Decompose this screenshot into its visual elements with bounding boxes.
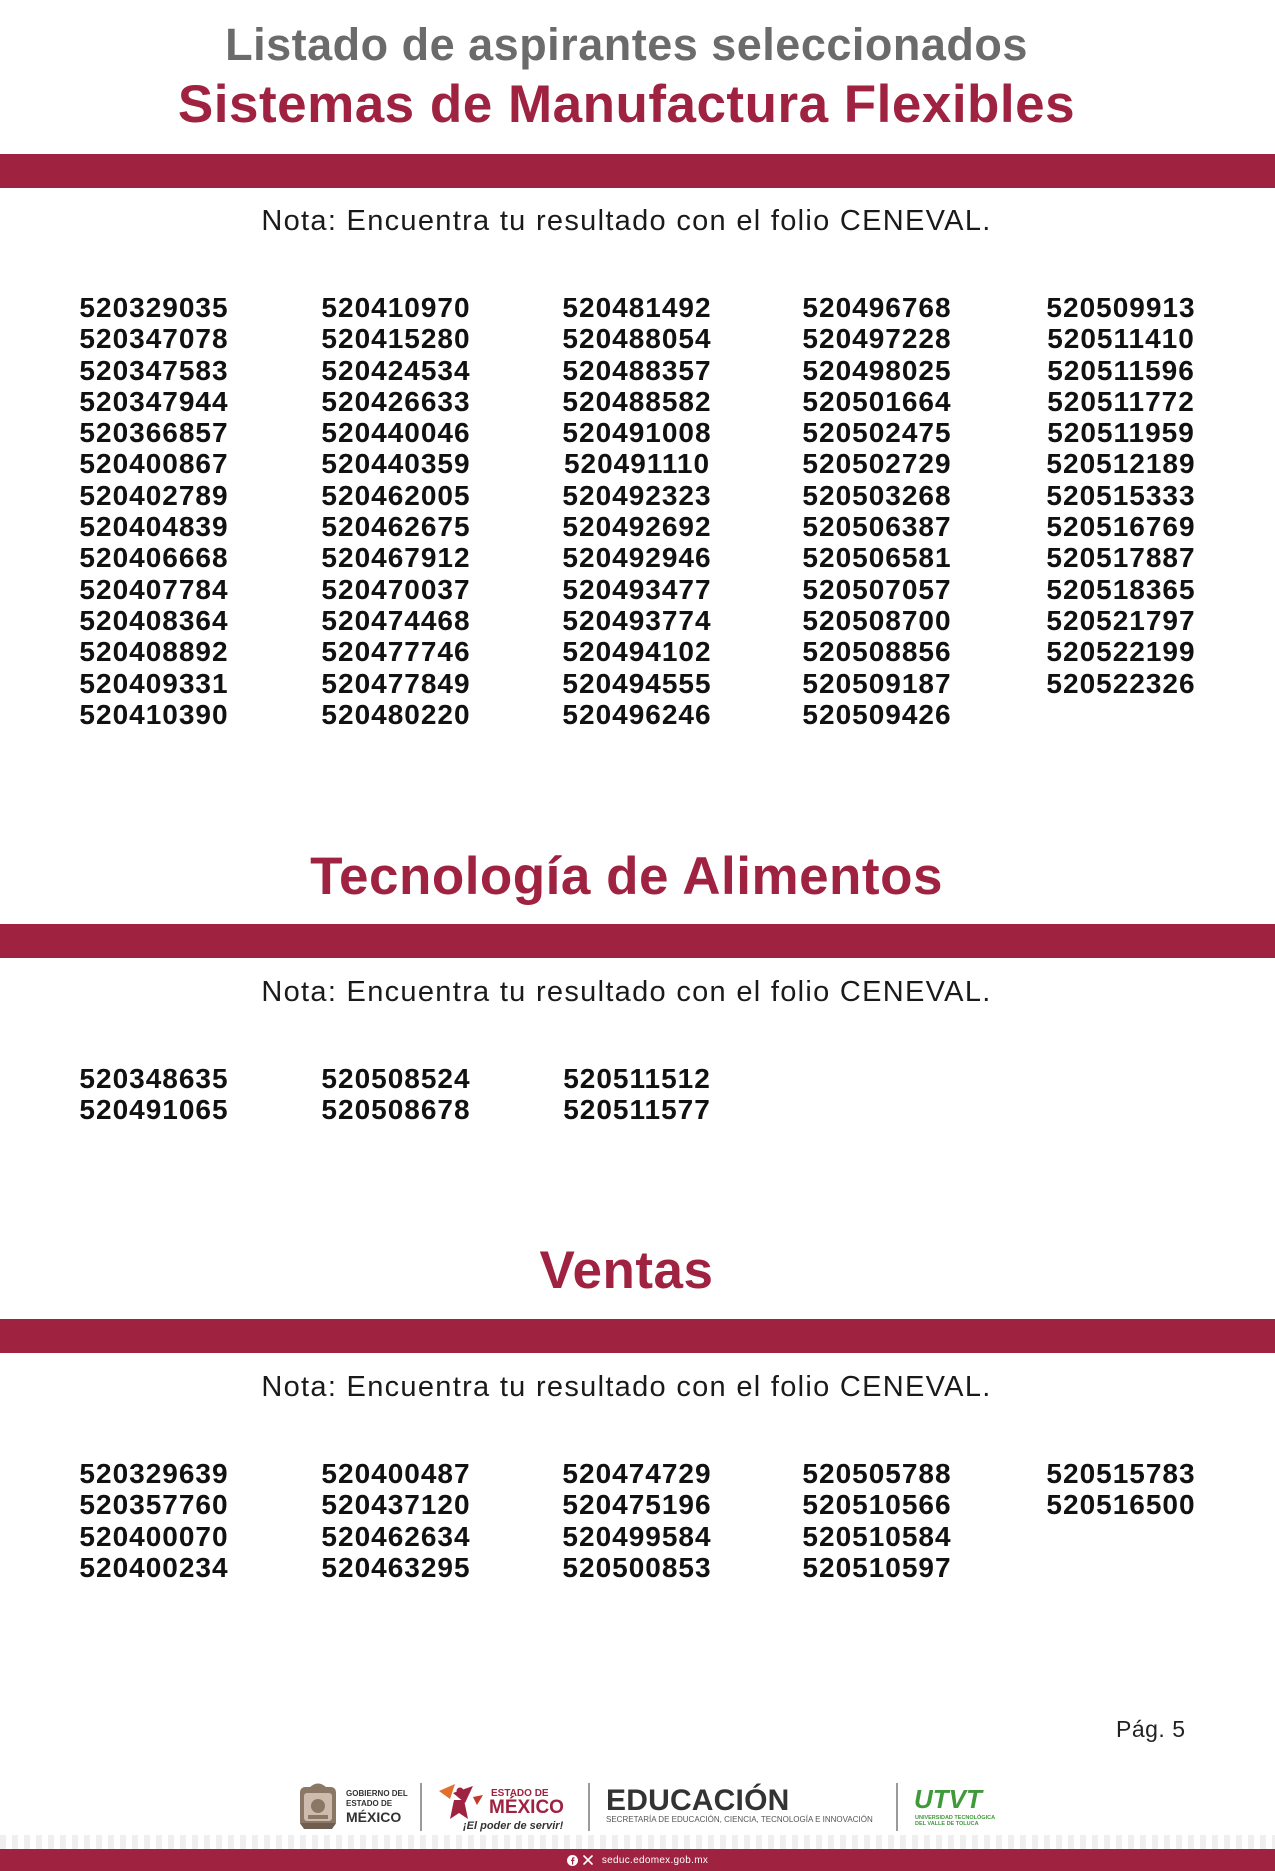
folio-column — [54, 1063, 254, 1126]
folio-number: 520400487 — [321, 1458, 471, 1489]
x-icon[interactable] — [583, 1855, 593, 1865]
folio-number: 520424534 — [321, 354, 471, 386]
folio-number: 520503268 — [802, 479, 952, 511]
folio-number: 520406668 — [79, 542, 229, 574]
state-seal-icon — [296, 1779, 340, 1830]
logo-divider — [588, 1783, 590, 1831]
folio-number: 520440359 — [321, 448, 471, 480]
folio-number: 520498025 — [802, 354, 952, 386]
folio-number: 520510566 — [802, 1489, 952, 1521]
utvt-logo-acronym: UTVT — [914, 1784, 982, 1814]
folio-number: 520409331 — [79, 667, 229, 699]
folio-number: 520505788 — [802, 1458, 952, 1489]
folio-number: 520517887 — [1046, 542, 1196, 574]
folio-number: 520497228 — [802, 323, 952, 355]
folio-number: 520511959 — [1047, 417, 1195, 449]
section-note: Nota: Encuentra tu resultado con el folio CENEVAL. — [261, 205, 992, 237]
folio-number: 520410970 — [321, 292, 471, 323]
page-number: Pág. 5 — [1116, 1716, 1186, 1742]
folio-number: 520402789 — [79, 479, 229, 511]
folio-column — [296, 1458, 496, 1583]
folio-number: 520357760 — [79, 1489, 229, 1521]
folio-number: 520516769 — [1046, 511, 1196, 543]
folio-column — [537, 1063, 737, 1126]
footer-bar — [0, 1849, 1275, 1871]
folio-column — [777, 292, 977, 730]
folio-number: 520506387 — [802, 511, 952, 543]
folio-number: 520510584 — [802, 1520, 952, 1552]
folio-number: 520477849 — [321, 667, 471, 699]
folio-number: 520467912 — [321, 542, 471, 574]
folio-number: 520499584 — [562, 1520, 712, 1552]
folio-column — [296, 1063, 496, 1126]
folio-number: 520474729 — [562, 1458, 712, 1489]
decorative-pattern — [0, 1835, 1275, 1849]
folio-number: 520408364 — [79, 604, 229, 636]
folio-number: 520404839 — [79, 511, 229, 543]
folio-number: 520501664 — [802, 385, 952, 417]
folio-number: 520475196 — [562, 1489, 712, 1521]
folio-number: 520511596 — [1047, 354, 1195, 386]
folio-number: 520462675 — [321, 511, 471, 543]
folio-number: 520492946 — [562, 542, 712, 574]
folio-number: 520426633 — [321, 385, 471, 417]
section-divider-bar — [0, 1319, 1275, 1353]
folio-list — [0, 292, 1275, 730]
folio-number: 520440046 — [321, 417, 471, 449]
folio-number: 520491110 — [563, 448, 711, 480]
state-logo-line2: MÉXICO — [489, 1797, 564, 1818]
folio-number: 520508856 — [802, 636, 952, 668]
folio-number: 520493477 — [562, 573, 712, 605]
section-note: Nota: Encuentra tu resultado con el folio CENEVAL. — [261, 1371, 992, 1403]
gov-logo-line3: MÉXICO — [346, 1809, 402, 1825]
folio-number: 520410390 — [79, 698, 229, 730]
folio-number: 520415280 — [321, 323, 471, 355]
folio-number: 520347583 — [79, 354, 229, 386]
folio-number: 520510597 — [802, 1551, 952, 1583]
folio-number: 520491008 — [562, 417, 712, 449]
folio-number: 520506581 — [802, 542, 952, 574]
folio-number: 520462005 — [321, 479, 471, 511]
facebook-icon[interactable] — [567, 1855, 578, 1866]
estado-de-mexico-figure-icon — [435, 1781, 485, 1821]
folio-list — [0, 1458, 1275, 1583]
folio-number: 520511410 — [1047, 323, 1195, 355]
folio-number: 520492323 — [562, 479, 712, 511]
folio-number: 520509913 — [1046, 292, 1196, 323]
folio-column — [537, 292, 737, 730]
folio-number: 520515783 — [1046, 1458, 1196, 1489]
folio-column — [777, 1458, 977, 1583]
folio-number: 520493774 — [562, 604, 712, 636]
folio-number: 520488357 — [562, 354, 712, 386]
folio-column — [54, 1458, 254, 1583]
folio-number: 520474468 — [321, 604, 471, 636]
section-title: Ventas — [539, 1241, 714, 1300]
state-logo-line1: ESTADO DE — [491, 1788, 549, 1799]
folio-number: 520488054 — [562, 323, 712, 355]
folio-number: 520522199 — [1046, 636, 1196, 668]
folio-column — [296, 292, 496, 730]
section-divider-bar — [0, 154, 1275, 188]
footer-logos — [0, 1771, 1275, 1835]
folio-number: 520518365 — [1046, 573, 1196, 605]
folio-number: 520481492 — [562, 292, 712, 323]
folio-number: 520508524 — [321, 1063, 471, 1094]
folio-number: 520437120 — [321, 1489, 471, 1521]
folio-number: 520508700 — [802, 604, 952, 636]
education-logo-title: EDUCACIÓN — [606, 1784, 790, 1817]
folio-number: 520400867 — [79, 448, 229, 480]
folio-number: 520462634 — [321, 1520, 471, 1552]
folio-number: 520502475 — [802, 417, 952, 449]
folio-number: 520329035 — [79, 292, 229, 323]
folio-number: 520348635 — [79, 1063, 229, 1094]
folio-number: 520516500 — [1046, 1489, 1196, 1521]
folio-number: 520494102 — [562, 636, 712, 668]
logo-divider — [420, 1783, 422, 1831]
folio-number: 520407784 — [79, 573, 229, 605]
folio-number: 520470037 — [321, 573, 471, 605]
folio-number: 520463295 — [321, 1551, 471, 1583]
folio-number: 520509187 — [802, 667, 952, 699]
folio-number: 520347944 — [79, 385, 229, 417]
website-link[interactable]: seduc.edomex.gob.mx — [601, 1854, 709, 1866]
section-title: Tecnología de Alimentos — [310, 847, 943, 906]
folio-number: 520366857 — [79, 417, 229, 449]
folio-number: 520511772 — [1047, 385, 1195, 417]
gov-logo-line1: GOBIERNO DEL — [346, 1789, 408, 1798]
folio-column — [54, 292, 254, 730]
folio-number: 520477746 — [321, 636, 471, 668]
folio-number: 520521797 — [1046, 604, 1196, 636]
folio-number: 520480220 — [321, 698, 471, 730]
folio-number: 520502729 — [802, 448, 952, 480]
folio-number: 520500853 — [562, 1551, 712, 1583]
page-heading: Listado de aspirantes seleccionados — [225, 19, 1028, 70]
folio-column — [1021, 292, 1221, 699]
gov-logo-line2: ESTADO DE — [346, 1799, 393, 1808]
folio-number: 520347078 — [79, 323, 229, 355]
folio-number: 520494555 — [562, 667, 712, 699]
utvt-logo-line2: DEL VALLE DE TOLUCA — [915, 1821, 979, 1827]
section-note: Nota: Encuentra tu resultado con el folio CENEVAL. — [261, 976, 992, 1008]
folio-number: 520488582 — [562, 385, 712, 417]
folio-number: 520509426 — [802, 698, 952, 730]
utvt-logo-line1: UNIVERSIDAD TECNOLÓGICA — [915, 1815, 996, 1821]
education-logo-subtitle: SECRETARÍA DE EDUCACIÓN, CIENCIA, TECNOLOGÍA E INNOVACIÓN — [606, 1815, 873, 1824]
state-logo-slogan: ¡El poder de servir! — [463, 1820, 564, 1832]
folio-number: 520508678 — [321, 1094, 471, 1126]
folio-list — [0, 1063, 1275, 1126]
folio-number: 520408892 — [79, 636, 229, 668]
folio-number: 520496246 — [562, 698, 712, 730]
folio-number: 520492692 — [562, 511, 712, 543]
folio-number: 520507057 — [802, 573, 952, 605]
folio-number: 520400070 — [79, 1520, 229, 1552]
folio-number: 520496768 — [802, 292, 952, 323]
folio-column — [537, 1458, 737, 1583]
folio-number: 520515333 — [1046, 479, 1196, 511]
folio-column — [1021, 1458, 1221, 1521]
folio-number: 520400234 — [79, 1551, 229, 1583]
folio-number: 520511577 — [563, 1094, 711, 1126]
folio-number: 520511512 — [563, 1063, 711, 1094]
section-title: Sistemas de Manufactura Flexibles — [177, 75, 1076, 134]
folio-number: 520512189 — [1046, 448, 1196, 480]
folio-number: 520329639 — [79, 1458, 229, 1489]
section-divider-bar — [0, 924, 1275, 958]
folio-number: 520491065 — [79, 1094, 229, 1126]
folio-number: 520522326 — [1046, 667, 1196, 699]
logo-divider — [896, 1783, 898, 1831]
